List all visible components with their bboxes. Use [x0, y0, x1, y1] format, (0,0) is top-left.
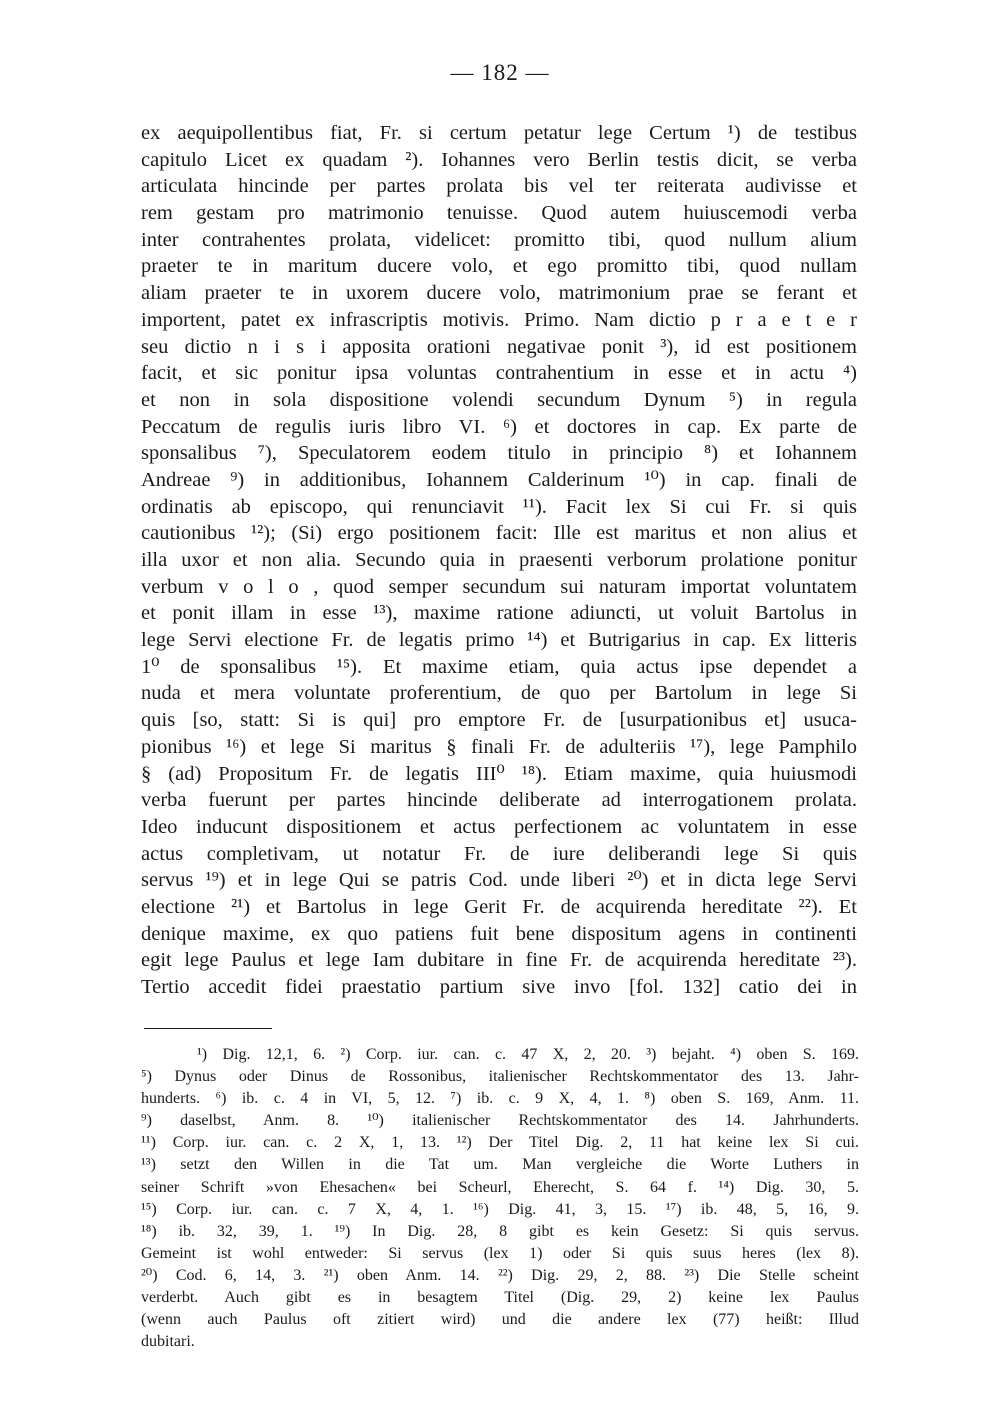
text-line: Peccatum de regulis iuris libro VI. ⁶) et doctores in cap. Ex parte de: [141, 415, 857, 438]
text-line: egit lege Paulus et lege Iam dubitare in fine Fr. de acquirenda hereditate ²³).: [141, 949, 857, 972]
footnote-line: ²⁰) Cod. 6, 14, 3. ²¹) oben Anm. 14. ²²) Dig. 29, 2, 88. ²³) Die Stelle scheint: [141, 1266, 859, 1284]
footnote-line: hunderts. ⁶) ib. c. 4 in VI, 5, 12. ⁷) ib. c. 9 X, 4, 1. ⁸) oben S. 169, Anm. 11.: [141, 1090, 859, 1108]
text-line: nuda et mera voluntate proferentium, de quo per Bartolum in lege Si: [141, 682, 857, 705]
footnote-line: ¹) Dig. 12,1, 6. ²) Corp. iur. can. c. 47 X, 2, 20. ³) bejaht. ⁴) oben S. 169.: [197, 1046, 859, 1063]
footnote-line: (wenn auch Paulus oft zitiert wird) und die andere lex (77) heißt: Illud: [141, 1311, 859, 1329]
text-line: capitulo Licet ex quadam ²). Iohannes vero Berlin testis dicit, se verba: [141, 148, 857, 171]
footnote-line: ¹⁸) ib. 32, 39, 1. ¹⁹) In Dig. 28, 8 gibt es kein Gesetz: Si quis servus.: [141, 1222, 859, 1240]
text-line: verbum v o l o , quod semper secundum sui naturam importat voluntatem: [141, 575, 857, 598]
footnote-line: dubitari.: [141, 1333, 195, 1351]
text-line: et non in sola dispositione volendi secundum Dynum ⁵) in regula: [141, 388, 857, 411]
footnotes: [141, 1044, 859, 1353]
text-line: articulata hincinde per partes prolata bis vel ter reiterata audivisse et: [141, 175, 857, 198]
page-number: — 182 —: [450, 60, 550, 85]
text-line: inter contrahentes prolata, videlicet: promitto tibi, quod nullum alium: [141, 228, 857, 251]
text-line: actus completivam, ut notatur Fr. de iure deliberandi lege Si quis: [141, 842, 857, 865]
text-line: sponsalibus ⁷), Speculatorem eodem titulo in principio ⁸) et Iohannem: [141, 442, 857, 465]
text-line: servus ¹⁹) et in lege Qui se patris Cod. unde liberi ²⁰) et in dicta lege Servi: [141, 869, 857, 892]
footnote-separator: [144, 1028, 272, 1029]
text-line: ordinatis ab episcopo, qui renunciavit ¹¹). Facit lex Si cui Fr. si quis: [141, 495, 857, 518]
footnote-line: Gemeint ist wohl entweder: Si servus (lex 1) oder Si quis suus heres (lex 8).: [141, 1244, 859, 1262]
footnote-line: ¹¹) Corp. iur. can. c. 2 X, 1, 13. ¹²) Der Titel Dig. 2, 11 hat keine lex Si cui.: [141, 1134, 859, 1152]
footnote-line: seiner Schrift »von Ehesachen« bei Scheurl, Eherecht, S. 64 f. ¹⁴) Dig. 30, 5.: [141, 1178, 859, 1196]
text-line: facit, et sic ponitur ipsa voluntas contrahentium in esse et in actu ⁴): [141, 362, 857, 385]
footnote-line: ¹⁵) Corp. iur. can. c. 7 X, 4, 1. ¹⁶) Dig. 41, 3, 15. ¹⁷) ib. 48, 5, 16, 9.: [141, 1200, 859, 1218]
text-line: verba fuerunt per partes hincinde deliberate ad interrogationem prolata.: [141, 789, 857, 812]
text-line: Andreae ⁹) in additionibus, Iohannem Calderinum ¹⁰) in cap. finali de: [141, 468, 857, 491]
text-line: § (ad) Propositum Fr. de legatis III⁰ ¹⁸). Etiam maxime, quia huiusmodi: [141, 762, 857, 785]
main-text: [141, 120, 857, 1001]
text-line: Tertio accedit fidei praestatio partium sive invo [fol. 132] catio dei in: [141, 976, 857, 998]
footnote-line: ¹³) setzt den Willen in die Tat um. Man vergleiche die Worte Luthers in: [141, 1156, 859, 1174]
text-line: denique maxime, ex quo patiens fuit bene dispositum agens in continenti: [141, 922, 857, 945]
text-line: seu dictio n i s i apposita orationi negativae ponit ³), id est positionem: [141, 335, 857, 358]
text-line: Ideo inducunt dispositionem et actus perfectionem ac voluntatem in esse: [141, 815, 857, 838]
footnote-line: verderbt. Auch gibt es in besagtem Titel (Dig. 29, 2) keine lex Paulus: [141, 1289, 859, 1307]
text-line: 1⁰ de sponsalibus ¹⁵). Et maxime etiam, quia actus ipse dependet a: [141, 655, 857, 678]
text-line: rem gestam pro matrimonio tenuisse. Quod autem huiuscemodi verba: [141, 202, 857, 225]
footnote-line: ⁵) Dynus oder Dinus de Rossonibus, italienischer Rechtskommentator des 13. Jahr-: [141, 1068, 859, 1086]
text-line: ex aequipollentibus fiat, Fr. si certum petatur lege Certum ¹) de testibus: [141, 122, 857, 144]
text-line: lege Servi electione Fr. de legatis primo ¹⁴) et Butrigarius in cap. Ex litteris: [141, 629, 857, 652]
text-line: cautionibus ¹²); (Si) ergo positionem facit: Ille est maritus et non alius et: [141, 522, 857, 545]
text-line: aliam praeter te in uxorem ducere volo, matrimonium prae se ferant et: [141, 282, 857, 305]
text-line: quis [so, statt: Si is qui] pro emptore Fr. de [usurpationibus et] usuca-: [141, 709, 857, 732]
text-line: pionibus ¹⁶) et lege Si maritus § finali Fr. de adulteriis ¹⁷), lege Pamphilo: [141, 735, 857, 758]
text-line: praeter te in maritum ducere volo, et ego promitto tibi, quod nullam: [141, 255, 857, 278]
text-line: importent, patet ex infrascriptis motivis. Primo. Nam dictio p r a e t e r: [141, 308, 857, 331]
text-line: et ponit illam in esse ¹³), maxime ratione adiuncti, ut voluit Bartolus in: [141, 602, 857, 625]
text-line: electione ²¹) et Bartolus in lege Gerit Fr. de acquirenda hereditate ²²). Et: [141, 895, 857, 918]
footnote-line: ⁹) daselbst, Anm. 8. ¹⁰) italienischer Rechtskommentator des 14. Jahrhunderts.: [141, 1112, 859, 1130]
text-line: illa uxor et non alia. Secundo quia in praesenti verborum prolatione ponitur: [141, 549, 857, 571]
